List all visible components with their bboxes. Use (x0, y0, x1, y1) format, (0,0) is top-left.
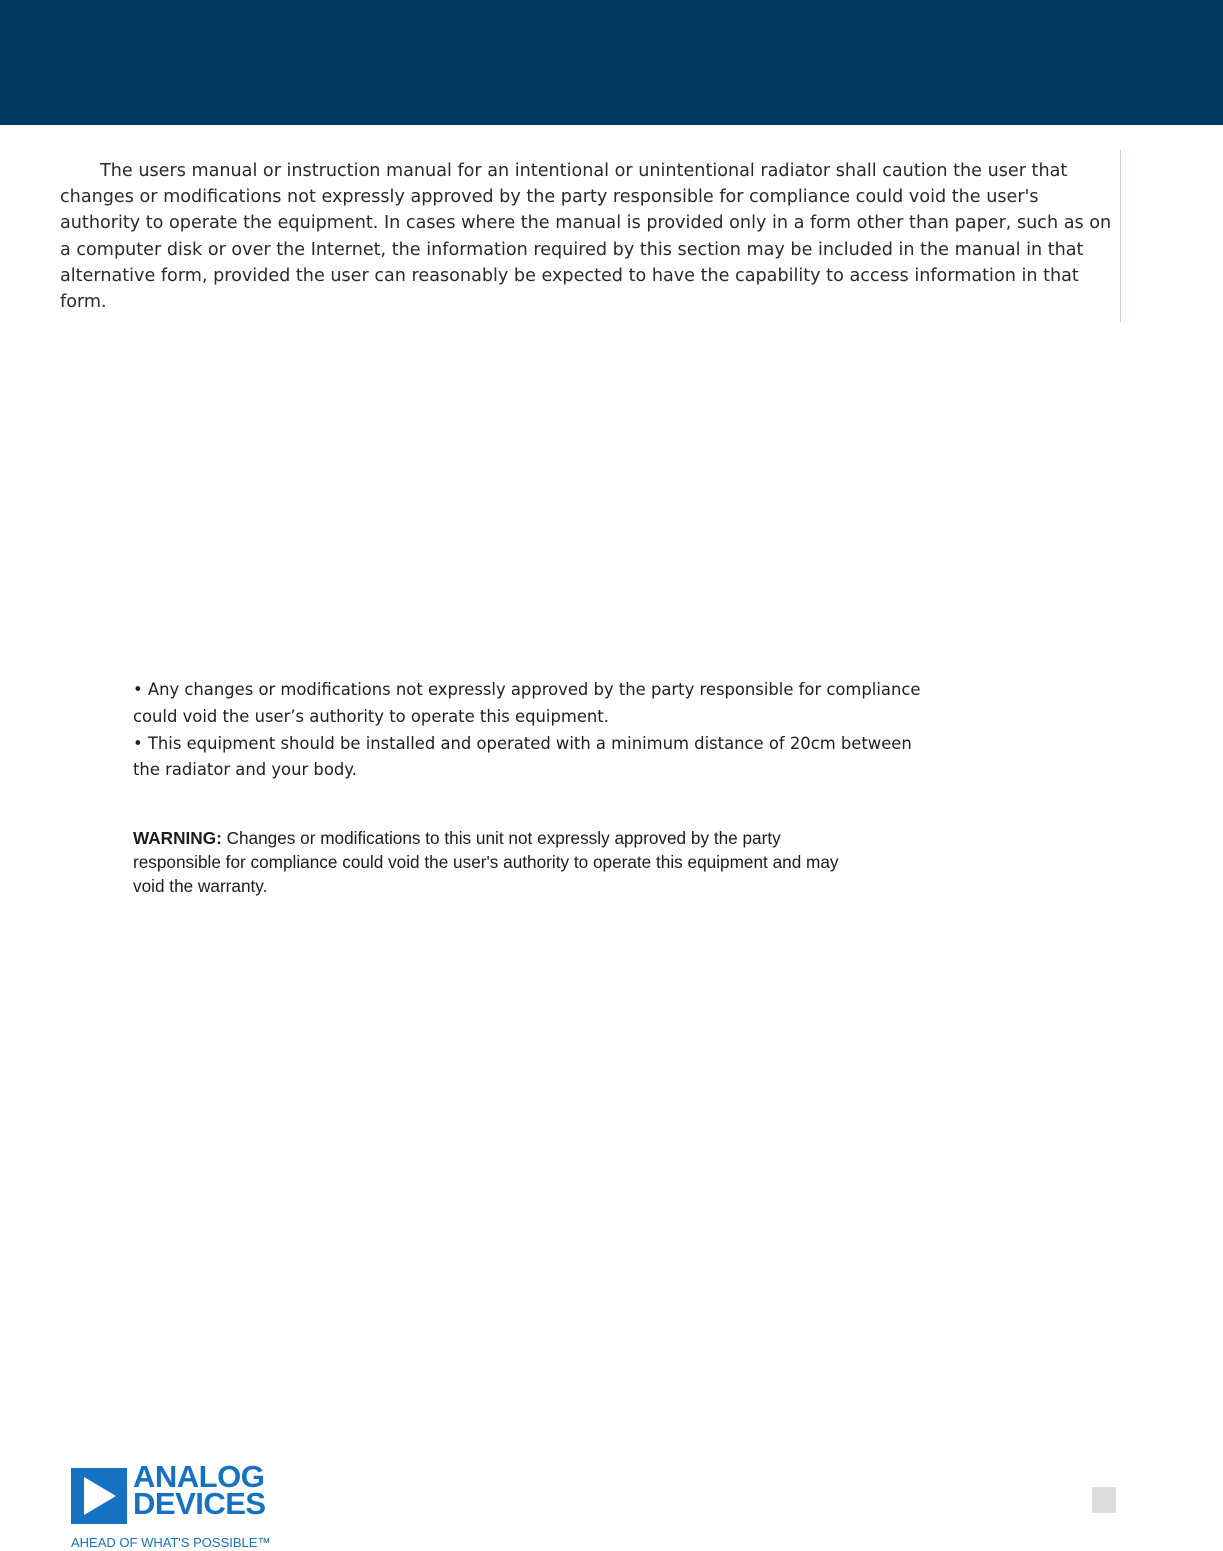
logo-tagline: AHEAD OF WHAT'S POSSIBLE™ (71, 1535, 271, 1550)
page-number-box (1092, 1487, 1116, 1513)
paragraph-side-rule (1120, 150, 1121, 322)
warning-notice (133, 827, 873, 898)
logo-wordmark (133, 1459, 266, 1521)
bullet-item-modifications: • Any changes or modifications not expressly approved by the party responsible for compliance could void the user’s authority to operate this equipment. (133, 680, 921, 726)
logo-line-devices: DEVICES (133, 1486, 266, 1521)
warning-text: Changes or modifications to this unit not expressly approved by the party responsible for compliance could void the user's authority to operate this equipment and may void the warranty. (133, 828, 839, 896)
play-triangle-icon (71, 1468, 127, 1524)
bullet-item-distance: • This equipment should be installed and operated with a minimum distance of 20cm between the radiator and your body. (133, 733, 912, 780)
logo-line-analog: ANALOG (133, 1459, 265, 1494)
header-band (0, 0, 1223, 125)
fcc-caution-paragraph: The users manual or instruction manual for an intentional or unintentional radiator shall caution the user that changes or modifications not expressly approved by the party responsible for compliance could void the user's authority to operate the equipment. In cases where the manual is provided only in a form other than paper, such as on a computer disk or over the Internet, the information required by this section may be included in the manual in that alternative form, provided the user can reasonably be expected to have the capability to access information in that form. (60, 161, 1112, 313)
analog-devices-logo (71, 1459, 281, 1550)
warning-label: WARNING: (133, 828, 222, 848)
compliance-bullet-list (133, 677, 933, 784)
